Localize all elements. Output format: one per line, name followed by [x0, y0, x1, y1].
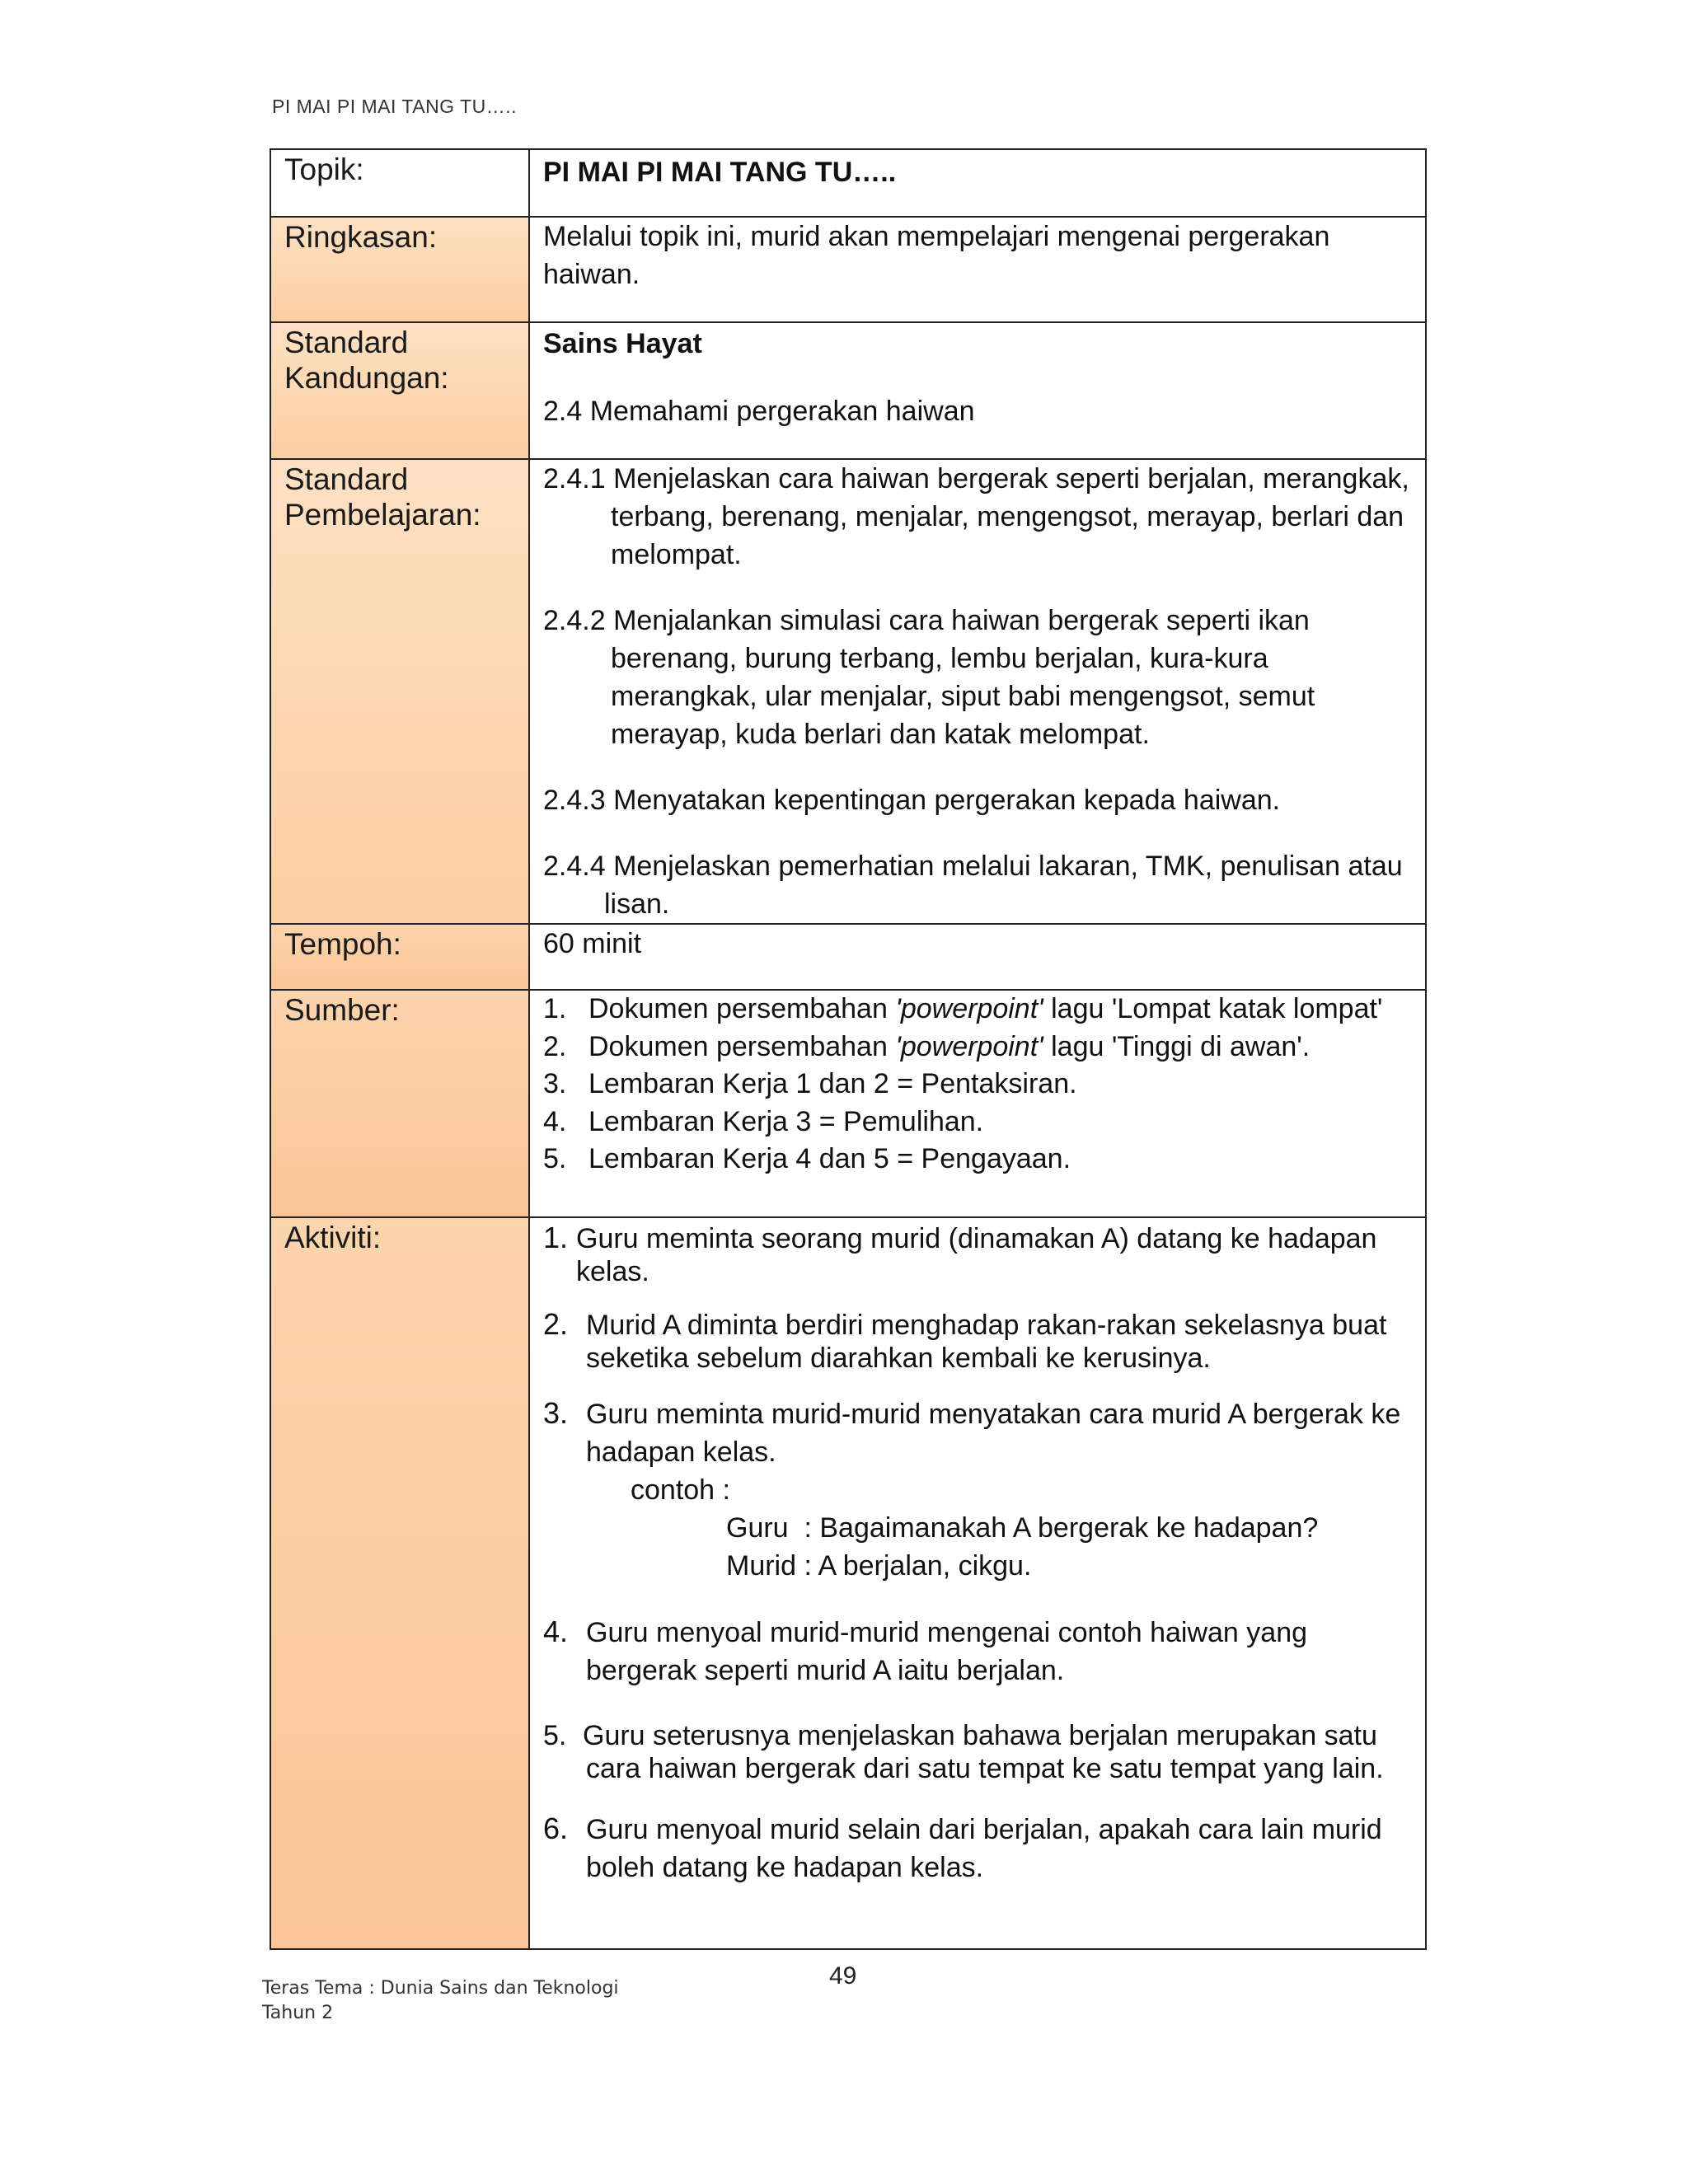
value-sumber: [529, 990, 1426, 1217]
list-item: 3. Lembaran Kerja 1 dan 2 = Pentaksiran.: [543, 1068, 1077, 1099]
value-standard-pembelajaran: [529, 459, 1426, 924]
label-ringkasan: Ringkasan:: [270, 217, 529, 322]
row-ringkasan: [270, 217, 1426, 322]
activity-item: 2. Murid A diminta berdiri menghadap rakan-rakan sekelasnya buat seketika sebelum diarahkan kembali ke kerusinya.: [543, 1307, 1387, 1374]
sp-item: 2.4.3 Menyatakan kepentingan pergerakan kepada haiwan.: [543, 785, 1281, 816]
row-tempoh: [270, 924, 1426, 990]
label-tempoh: Tempoh:: [270, 924, 529, 990]
activity-item: 5. Guru seterusnya menjelaskan bahawa berjalan merupakan satu cara haiwan bergerak dari satu tempat ke satu tempat yang lain.: [543, 1720, 1384, 1784]
activity-item: 3. Guru meminta murid-murid menyatakan cara murid A bergerak ke hadapan kelas. contoh : Guru : Bagaimanakah A bergerak ke hadapan? Murid : A berjalan, cikgu.: [543, 1396, 1401, 1582]
row-standard-pembelajaran: [270, 459, 1426, 924]
sp-item: 2.4.1 Menjelaskan cara haiwan bergerak seperti berjalan, merangkak, terbang, berenang, menjalar, mengengsot, merayap, berlari dan melompat.: [543, 463, 1409, 570]
footer-theme: Teras Tema : Dunia Sains dan Teknologi Tahun 2: [262, 1978, 619, 2023]
value-ringkasan: Melalui topik ini, murid akan mempelajari mengenai pergerakan haiwan.: [529, 217, 1426, 322]
value-topik: PI MAI PI MAI TANG TU…..: [529, 149, 1426, 217]
sp-item: 2.4.2 Menjalankan simulasi cara haiwan bergerak seperti ikan berenang, burung terbang, lembu berjalan, kura-kura merangkak, ular menjalar, siput babi mengengsot, semut merayap, kuda berlari dan katak melompat.: [543, 605, 1315, 750]
label-aktiviti: Aktiviti:: [270, 1217, 529, 1949]
value-aktiviti: [529, 1217, 1426, 1949]
label-standard-pembelajaran: Standard Pembelajaran:: [270, 459, 529, 924]
lesson-plan-table: [270, 148, 1427, 1950]
sp-item: 2.4.4 Menjelaskan pemerhatian melalui lakaran, TMK, penulisan atau lisan.: [543, 851, 1403, 920]
activity-item: 6. Guru menyoal murid selain dari berjalan, apakah cara lain murid boleh datang ke hadapan kelas.: [543, 1811, 1382, 1883]
running-header: PI MAI PI MAI TANG TU…..: [272, 96, 517, 117]
label-topik: Topik:: [270, 149, 529, 217]
activity-item: 4. Guru menyoal murid-murid mengenai contoh haiwan yang bergerak seperti murid A iaitu berjalan.: [543, 1615, 1308, 1686]
label-standard-kandungan: Standard Kandungan:: [270, 322, 529, 459]
activity-item: 1. Guru meminta seorang murid (dinamakan A) datang ke hadapan kelas.: [543, 1221, 1377, 1287]
row-aktiviti: [270, 1217, 1426, 1949]
value-tempoh: 60 minit: [529, 924, 1426, 990]
list-item: 1. Dokumen persembahan 'powerpoint' lagu 'Lompat katak lompat': [543, 993, 1383, 1024]
label-sumber: Sumber:: [270, 990, 529, 1217]
row-standard-kandungan: [270, 322, 1426, 459]
list-item: 2. Dokumen persembahan 'powerpoint' lagu 'Tinggi di awan'.: [543, 1030, 1311, 1062]
sumber-list: [543, 991, 1410, 1179]
row-sumber: [270, 990, 1426, 1217]
value-standard-kandungan: Sains Hayat 2.4 Memahami pergerakan haiwan: [529, 322, 1426, 459]
list-item: 5. Lembaran Kerja 4 dan 5 = Pengayaan.: [543, 1143, 1071, 1174]
page-number: 49: [829, 1962, 857, 1990]
list-item: 4. Lembaran Kerja 3 = Pemulihan.: [543, 1105, 984, 1137]
row-topik: [270, 149, 1426, 217]
